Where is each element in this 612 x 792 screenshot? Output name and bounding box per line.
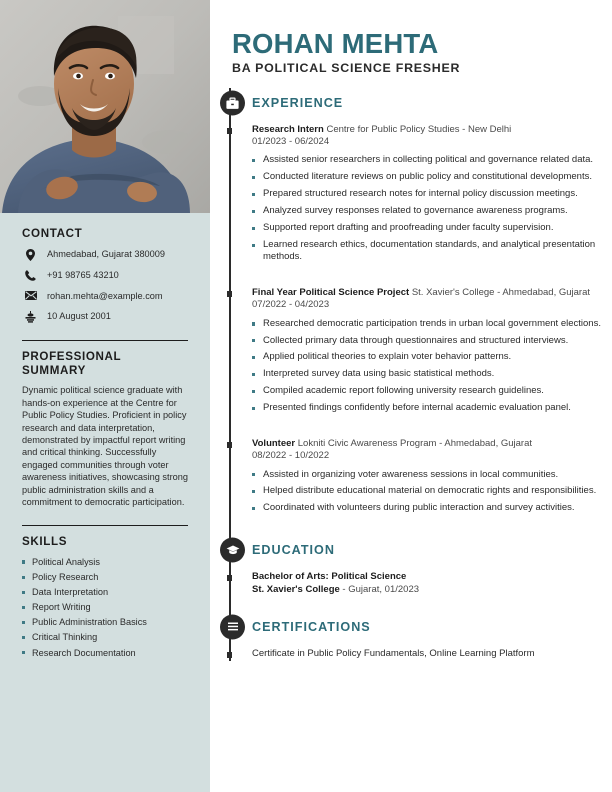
timeline-dot [227, 575, 233, 581]
timeline-dot [227, 652, 233, 658]
certifications-heading: CERTIFICATIONS [252, 620, 371, 635]
education-entry [252, 571, 612, 596]
bullet-item: Compiled academic report following university research guidelines. [252, 385, 612, 397]
certification-entry [252, 648, 612, 661]
experience-heading: EXPERIENCE [252, 96, 344, 110]
entry-org: Centre for Public Policy Studies - New Delhi [326, 124, 512, 135]
bullet-item: Conducted literature reviews on public policy and constitutional developments. [252, 171, 612, 183]
contact-phone-value: +91 98765 43210 [47, 270, 119, 281]
skills-section [0, 535, 210, 658]
entry-bullets [252, 318, 612, 415]
spacer [252, 519, 612, 535]
spacer [252, 596, 612, 612]
skill-item: Political Analysis [22, 556, 188, 568]
bullet-item: Coordinated with volunteers during public interaction and survey activities. [252, 502, 612, 514]
contact-address-value: Ahmedabad, Gujarat 380009 [47, 248, 165, 259]
sidebar-content [0, 213, 210, 659]
timeline-dot [227, 291, 233, 297]
main-content [210, 0, 612, 792]
entry-dates: 01/2023 - 06/2024 [252, 136, 330, 148]
bullet-item: Supported report drafting and proofreading under faculty supervision. [252, 222, 612, 234]
entry-org: Lokniti Civic Awareness Program - Ahmedabad, Gujarat [297, 438, 533, 450]
contact-birthdate-value: 10 August 2001 [47, 311, 111, 322]
bullet-item: Analyzed survey responses related to governance awareness programs. [252, 205, 612, 217]
bullet-item: Helped distribute educational material on democratic rights and responsibilities. [252, 485, 612, 497]
contact-item-phone [22, 269, 188, 281]
contact-email-value: rohan.mehta@example.com [47, 290, 163, 301]
bullet-item: Researched democratic participation trends in urban local government elections. [252, 318, 612, 330]
location-pin-icon [22, 248, 39, 261]
entry-dates: 08/2022 - 10/2022 [252, 450, 330, 462]
skill-item: Research Documentation [22, 647, 188, 659]
entry-role: Volunteer [252, 438, 296, 450]
skill-item: Policy Research [22, 571, 188, 583]
bullet-item: Assisted in organizing voter awareness sessions in local communities. [252, 469, 612, 481]
experience-entry [252, 124, 612, 264]
timeline-dot [227, 128, 233, 134]
experience-entry [252, 438, 612, 515]
education-heading: EDUCATION [252, 543, 335, 558]
avatar [0, 0, 210, 213]
contact-item-address [22, 248, 188, 261]
school-detail: - Gujarat, 01/2023 [339, 583, 420, 595]
graduation-cap-icon [220, 538, 245, 563]
entry-header [252, 124, 612, 136]
bullet-item: Applied political theories to explain voter behavior patterns. [252, 351, 612, 363]
timeline [210, 88, 612, 661]
summary-heading: PROFESSIONAL SUMMARY [22, 350, 122, 377]
bullet-item: Learned research ethics, documentation standards, and analytical presentation methods. [252, 239, 612, 264]
timeline-dot [227, 442, 233, 448]
skill-item: Critical Thinking [22, 631, 188, 643]
bullet-item: Prepared structured research notes for internal policy discussion meetings. [252, 188, 612, 200]
degree-text: Bachelor of Arts: Political Science [252, 571, 407, 583]
list-lines-icon [220, 615, 245, 640]
summary-text: Dynamic political science graduate with hands-on experience at the Centre for Public Policy Studies. Proficient in policy research and data interpretation, demonstrated by impactful report writing and critical thinking. Successfully engaged communities through voter awareness initiatives, showcasing strong public administration skills and a commitment to democratic participation. [22, 385, 188, 507]
education-heading-row [252, 535, 612, 565]
skill-item: Public Administration Basics [22, 616, 188, 628]
spacer [252, 268, 612, 281]
contact-heading: CONTACT [22, 227, 83, 240]
bullet-item: Interpreted survey data using basic statistical methods. [252, 368, 612, 380]
entry-org: St. Xavier's College - Ahmedabad, Gujarat [411, 287, 591, 299]
professional-summary-section [0, 350, 210, 508]
skills-heading: SKILLS [22, 535, 68, 549]
contact-item-birthdate [22, 310, 188, 323]
experience-heading-row [252, 88, 612, 118]
spacer [252, 419, 612, 432]
skill-item: Data Interpretation [22, 586, 188, 598]
page-title: ROHAN MEHTA [232, 28, 439, 59]
education-school-line [252, 584, 612, 597]
contact-section [0, 227, 210, 323]
experience-entry [252, 287, 612, 414]
skills-list [22, 556, 188, 659]
education-section [252, 535, 612, 596]
briefcase-icon [220, 91, 245, 116]
job-title: BA POLITICAL SCIENCE FRESHER [232, 61, 461, 75]
certifications-heading-row [252, 612, 612, 642]
divider-skills [22, 525, 188, 526]
school-name: St. Xavier's College [252, 583, 340, 595]
phone-icon [22, 269, 39, 281]
entry-role: Final Year Political Science Project [252, 287, 410, 299]
bullet-item: Assisted senior researchers in collecting political and governance related data. [252, 154, 612, 166]
entry-header [252, 438, 612, 450]
bullet-item: Presented findings confidently before internal academic evaluation panel. [252, 402, 612, 414]
bullet-item: Collected primary data through questionnaires and structured interviews. [252, 335, 612, 347]
divider-summary [22, 340, 188, 341]
education-degree [252, 571, 612, 584]
certification-text: Certificate in Public Policy Fundamentals, Online Learning Platform [252, 648, 535, 660]
envelope-icon [22, 290, 39, 300]
resume-header [210, 0, 612, 76]
contact-list [22, 248, 188, 324]
entry-bullets [252, 154, 612, 263]
entry-bullets [252, 469, 612, 515]
entry-dates: 07/2022 - 04/2023 [252, 299, 330, 311]
skill-item: Report Writing [22, 601, 188, 613]
certifications-section [252, 612, 612, 661]
entry-role: Research Intern [252, 124, 324, 135]
entry-header [252, 287, 612, 299]
profile-photo-image [0, 0, 210, 213]
sidebar [0, 0, 210, 792]
contact-item-email [22, 290, 188, 302]
experience-section [252, 88, 612, 515]
birthday-cake-icon [22, 310, 39, 323]
